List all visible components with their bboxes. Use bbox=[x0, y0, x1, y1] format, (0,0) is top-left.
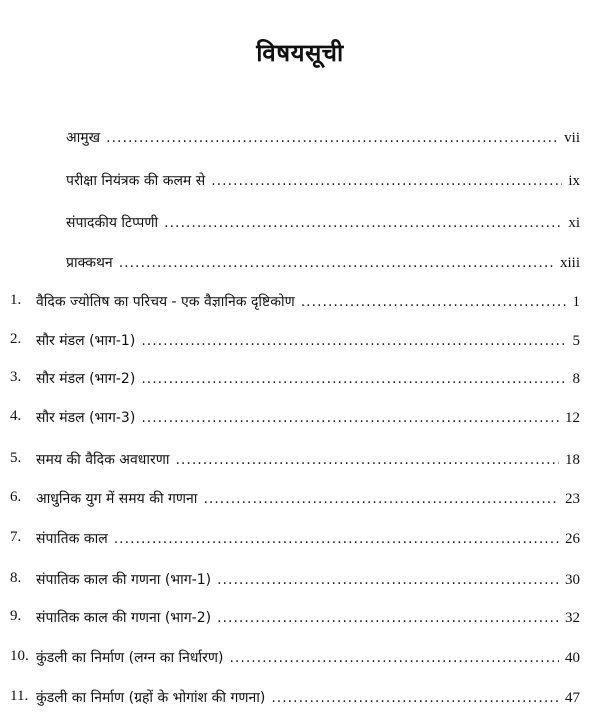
dot-leader bbox=[164, 215, 562, 231]
chapter-number: 5. bbox=[10, 450, 22, 466]
entry-page-number: 12 bbox=[565, 410, 580, 426]
page-title: विषयसूची bbox=[256, 39, 344, 67]
dot-leader bbox=[301, 294, 567, 310]
toc-entry-examiner-note[interactable] bbox=[0, 171, 600, 193]
chapter-number: 4. bbox=[10, 408, 22, 424]
entry-label: परीक्षा नियंत्रक की कलम से bbox=[66, 173, 206, 189]
chapter-number: 11. bbox=[10, 688, 29, 704]
chapter-number: 6. bbox=[10, 489, 22, 505]
chapter-number: 7. bbox=[10, 529, 22, 545]
toc-entry-chapter-1[interactable] bbox=[0, 292, 600, 314]
entry-label: आमुख bbox=[66, 130, 101, 146]
entry-label: सौर मंडल (भाग-1) bbox=[36, 333, 136, 349]
entry-page-number: 40 bbox=[565, 650, 580, 666]
entry-page-number: ix bbox=[568, 173, 580, 189]
entry-page-number: 30 bbox=[565, 572, 580, 588]
entry-label: कुंडली का निर्माण (ग्रहों के भोगांश की गणना) bbox=[36, 690, 266, 706]
dot-leader bbox=[119, 255, 554, 271]
dot-leader bbox=[271, 690, 559, 706]
entry-page-number: xiii bbox=[559, 255, 580, 271]
toc-entry-preface[interactable] bbox=[0, 253, 600, 275]
chapter-number: 3. bbox=[10, 369, 22, 385]
toc-entry-chapter-10[interactable] bbox=[0, 648, 600, 670]
dot-leader bbox=[141, 410, 559, 426]
entry-page-number: xi bbox=[568, 215, 580, 231]
dot-leader bbox=[203, 491, 559, 507]
chapter-number: 1. bbox=[10, 292, 22, 308]
entry-page-number: vii bbox=[564, 130, 580, 146]
dot-leader bbox=[217, 572, 559, 588]
toc-entry-chapter-4[interactable] bbox=[0, 408, 600, 430]
entry-label: समय की वैदिक अवधारणा bbox=[36, 452, 170, 468]
entry-label: कुंडली का निर्माण (लग्न का निर्धारण) bbox=[36, 650, 224, 666]
toc-entry-foreword[interactable] bbox=[0, 128, 600, 150]
entry-label: वैदिक ज्योतिष का परिचय - एक वैज्ञानिक दृष्टिकोण bbox=[36, 294, 295, 310]
chapter-number: 8. bbox=[10, 570, 22, 586]
dot-leader bbox=[114, 531, 559, 547]
dot-leader bbox=[217, 610, 559, 626]
entry-label: संपादकीय टिप्पणी bbox=[66, 215, 159, 231]
dot-leader bbox=[229, 650, 559, 666]
entry-page-number: 8 bbox=[572, 371, 580, 387]
chapter-number: 9. bbox=[10, 608, 22, 624]
toc-entry-chapter-5[interactable] bbox=[0, 450, 600, 472]
toc-entry-chapter-7[interactable] bbox=[0, 529, 600, 551]
entry-label: सौर मंडल (भाग-3) bbox=[36, 410, 136, 426]
chapter-number: 10. bbox=[10, 648, 29, 664]
chapter-number: 2. bbox=[10, 331, 22, 347]
dot-leader bbox=[211, 173, 562, 189]
entry-label: संपातिक काल bbox=[36, 531, 108, 547]
toc-entry-chapter-3[interactable] bbox=[0, 369, 600, 391]
entry-label: संपातिक काल की गणना (भाग-2) bbox=[36, 610, 212, 626]
toc-entry-chapter-6[interactable] bbox=[0, 489, 600, 511]
dot-leader bbox=[141, 371, 566, 387]
entry-label: प्राक्कथन bbox=[66, 255, 113, 271]
entry-page-number: 18 bbox=[565, 452, 580, 468]
entry-page-number: 23 bbox=[565, 491, 580, 507]
entry-page-number: 1 bbox=[572, 294, 580, 310]
entry-page-number: 32 bbox=[565, 610, 580, 626]
dot-leader bbox=[106, 130, 558, 146]
toc-entry-editorial[interactable] bbox=[0, 213, 600, 235]
toc-entry-chapter-8[interactable] bbox=[0, 570, 600, 592]
dot-leader bbox=[175, 452, 559, 468]
toc-entry-chapter-2[interactable] bbox=[0, 331, 600, 353]
entry-page-number: 47 bbox=[565, 690, 580, 706]
entry-label: संपातिक काल की गणना (भाग-1) bbox=[36, 572, 212, 588]
toc-entry-chapter-11[interactable] bbox=[0, 688, 600, 710]
entry-label: सौर मंडल (भाग-2) bbox=[36, 371, 136, 387]
entry-label: आधुनिक युग में समय की गणना bbox=[36, 491, 198, 507]
entry-page-number: 5 bbox=[572, 333, 580, 349]
entry-page-number: 26 bbox=[565, 531, 580, 547]
dot-leader bbox=[141, 333, 566, 349]
toc-entry-chapter-9[interactable] bbox=[0, 608, 600, 630]
